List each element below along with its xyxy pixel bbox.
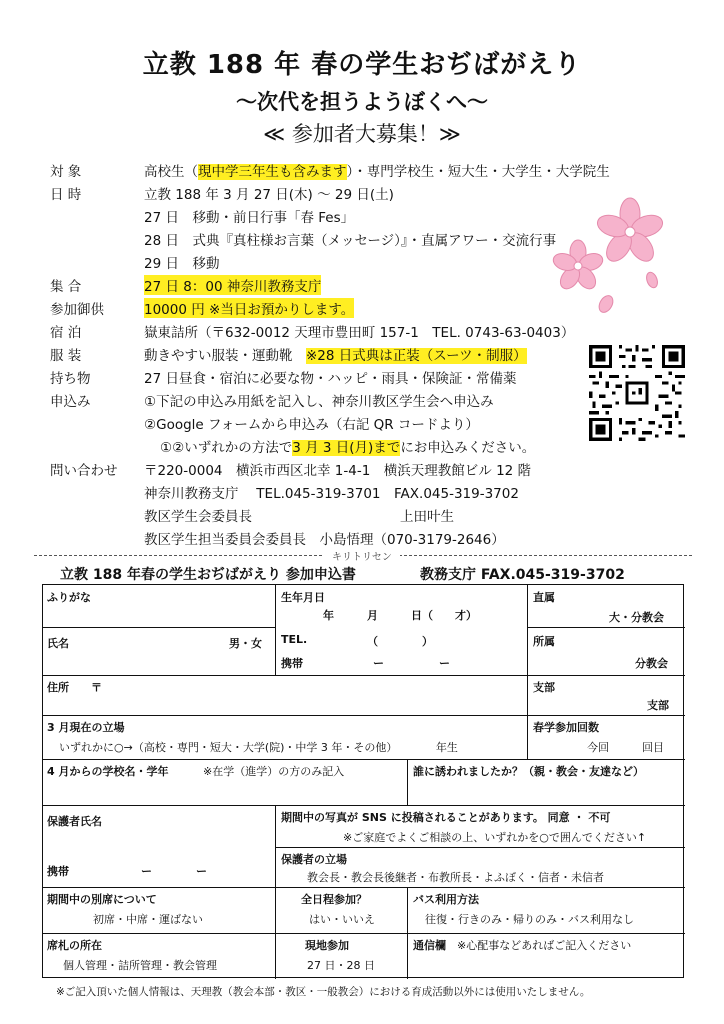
target-value: 高校生（現中学三年生も含みます）・専門学校生・短大生・大学生・大学院生 <box>144 164 610 180</box>
dress-value: 動きやすい服装・運動靴 ※28 日式典は正装（スーツ・制服） <box>144 348 527 364</box>
schedule-line2: 27 日 移動・前日行事「春 Fes」 <box>144 210 355 226</box>
furigana-label: ふりがな <box>47 591 91 604</box>
invited-label[interactable]: 誰に誘われましたか？（親・教会・友達など） <box>413 765 644 778</box>
school-label[interactable]: 4 月からの学校名・学年 <box>47 765 169 778</box>
cut-line <box>34 548 692 562</box>
schedule-label: 日 時 <box>50 187 82 203</box>
tel-label[interactable]: TEL. <box>281 633 308 646</box>
apply-line2: ②Google フォームから申込み（右記 QR コードより） <box>144 417 479 433</box>
chokuzoku-value: 大・分教会 <box>609 611 664 624</box>
name-label[interactable]: 氏名 <box>47 637 69 650</box>
page-subtitle: ～次代を担うようぼくへ～ <box>236 90 488 114</box>
grid-line <box>43 715 685 716</box>
grid-line <box>43 627 275 628</box>
apply-line3: ①②いずれかの方法で3 月 3 日(月)までにお申込みください。 <box>160 440 536 456</box>
sakura-decoration <box>548 196 678 316</box>
target-label: 対 象 <box>50 164 82 180</box>
meeting-value: 27 日 8：00 神奈川教務支庁 <box>144 275 321 295</box>
grid-line <box>275 805 276 887</box>
photo-consent[interactable]: 期間中の写真が SNS に投稿されることがあります。 同意 ・ 不可 <box>281 811 611 824</box>
meeting-label: 集 合 <box>50 279 82 295</box>
all-days-options[interactable]: はい・いいえ <box>309 913 375 926</box>
registration-form <box>42 584 684 978</box>
mobile-label[interactable]: 携帯 <box>281 657 303 670</box>
address-label[interactable]: 住所 〒 <box>47 681 102 694</box>
tel-format: （ ） <box>367 635 433 648</box>
shozoku-value: 分教会 <box>635 657 668 670</box>
guardian-role-options[interactable]: 教会長・教会長後継者・布教所長・よふぼく・信者・未信者 <box>307 871 604 884</box>
seating-options[interactable]: 初席・中席・運ばない <box>93 913 203 926</box>
grid-line <box>275 847 685 848</box>
page-title: 立教 188 年 春の学生おぢばがえり <box>142 50 582 80</box>
contact-label: 問い合わせ <box>50 463 118 479</box>
fuda-label: 席札の所在 <box>47 939 102 952</box>
grid-line <box>527 627 685 628</box>
grid-line <box>43 759 685 760</box>
school-note: ※在学（進学）の方のみ記入 <box>203 765 345 778</box>
birthday-label[interactable]: 生年月日 <box>281 591 325 604</box>
contact-line3a: 教区学生会委員長 <box>144 509 252 525</box>
fuda-options[interactable]: 個人管理・詰所管理・教会管理 <box>63 959 217 972</box>
fee-label: 参加御供 <box>50 302 104 318</box>
contact-line2: 神奈川教務支庁 TEL.045-319-3701 FAX.045-319-3702 <box>144 486 519 502</box>
dress-label: 服 装 <box>50 348 82 364</box>
chokuzoku-label[interactable]: 直属 <box>533 591 555 604</box>
shibu-label[interactable]: 支部 <box>533 681 555 694</box>
all-days-label: 全日程参加？ <box>301 893 367 906</box>
grid-line <box>43 675 685 676</box>
grid-line <box>407 759 408 805</box>
tagline: ≪ 参加者大募集！≫ <box>263 122 461 146</box>
partial-options[interactable]: 27 日・28 日 <box>307 959 375 972</box>
apply-line1: ①下記の申込み用紙を記入し、神奈川教区学生会へ申込み <box>144 394 494 410</box>
cut-line-label: キリトリセン <box>324 548 400 563</box>
shibu-value: 支部 <box>647 699 669 712</box>
status-label: 3 月現在の立場 <box>47 721 125 734</box>
items-value: 27 日昼食・宿泊に必要な物・ハッピ・雨具・保険証・常備薬 <box>144 371 517 387</box>
comm-label[interactable]: 通信欄 ※心配事などあればご記入ください <box>413 939 632 952</box>
guardian-label[interactable]: 保護者氏名 <box>47 815 102 828</box>
birthday-format: 年 月 日（ 才） <box>323 609 477 622</box>
contact-line3b: 上田叶生 <box>400 509 454 525</box>
guardian-role-label: 保護者の立場 <box>281 853 347 866</box>
mobile-format: ー ー <box>373 657 450 670</box>
grid-line <box>43 933 685 934</box>
status-options[interactable]: いずれかに○→（高校・専門・短大・大学(院)・中学 3 年・その他） 年生 <box>59 741 458 754</box>
lodging-value: 嶽東詰所（〒632-0012 天理市豊田町 157-1 TEL. 0743-63-0403） <box>144 325 575 341</box>
spring-count-label: 春学参加回数 <box>533 721 599 734</box>
items-label: 持ち物 <box>50 371 91 387</box>
guardian-mobile-label[interactable]: 携帯 <box>47 865 69 878</box>
bus-options[interactable]: 往復・行きのみ・帰りのみ・バス利用なし <box>425 913 634 926</box>
qr-code[interactable] <box>589 345 685 441</box>
grid-line <box>407 887 408 979</box>
spring-count-value[interactable]: 今回 回目 <box>587 741 664 754</box>
bus-label: バス利用方法 <box>413 893 479 906</box>
privacy-note: ※ご記入頂いた個人情報は、天理教（教会本部・教区・一般教会）における育成活動以外には使用いたしません。 <box>56 986 591 998</box>
grid-line <box>527 715 528 759</box>
grid-line <box>275 585 276 675</box>
grid-line <box>43 805 685 806</box>
schedule-line1: 立教 188 年 3 月 27 日(木) ～ 29 日(土) <box>144 187 394 203</box>
seating-label: 期間中の別席について <box>47 893 157 906</box>
schedule-line4: 29 日 移動 <box>144 256 220 272</box>
gender-options[interactable]: 男・女 <box>229 637 262 650</box>
contact-line4: 教区学生担当委員会委員長 小島悟理（070-3179-2646） <box>144 532 505 548</box>
form-fax: 教務支庁 FAX.045-319-3702 <box>420 567 625 583</box>
apply-label: 申込み <box>50 394 91 410</box>
photo-note: ※ご家庭でよくご相談の上、いずれかを○で囲んでください↑ <box>343 831 647 844</box>
grid-line <box>275 887 276 979</box>
form-title: 立教 188 年春の学生おぢばがえり 参加申込書 <box>60 567 356 583</box>
lodging-label: 宿 泊 <box>50 325 82 341</box>
shozoku-label[interactable]: 所属 <box>533 635 555 648</box>
grid-line <box>43 887 685 888</box>
partial-label: 現地参加 <box>305 939 349 952</box>
guardian-mobile-format: ー ー <box>141 865 207 878</box>
fee-value: 10000 円 ※当日お預かりします。 <box>144 298 354 318</box>
schedule-line3: 28 日 式典『真柱様お言葉（メッセージ）』・直属アワー・交流行事 <box>144 233 557 249</box>
contact-line1: 〒220-0004 横浜市西区北幸 1-4-1 横浜天理教館ビル 12 階 <box>144 463 532 479</box>
